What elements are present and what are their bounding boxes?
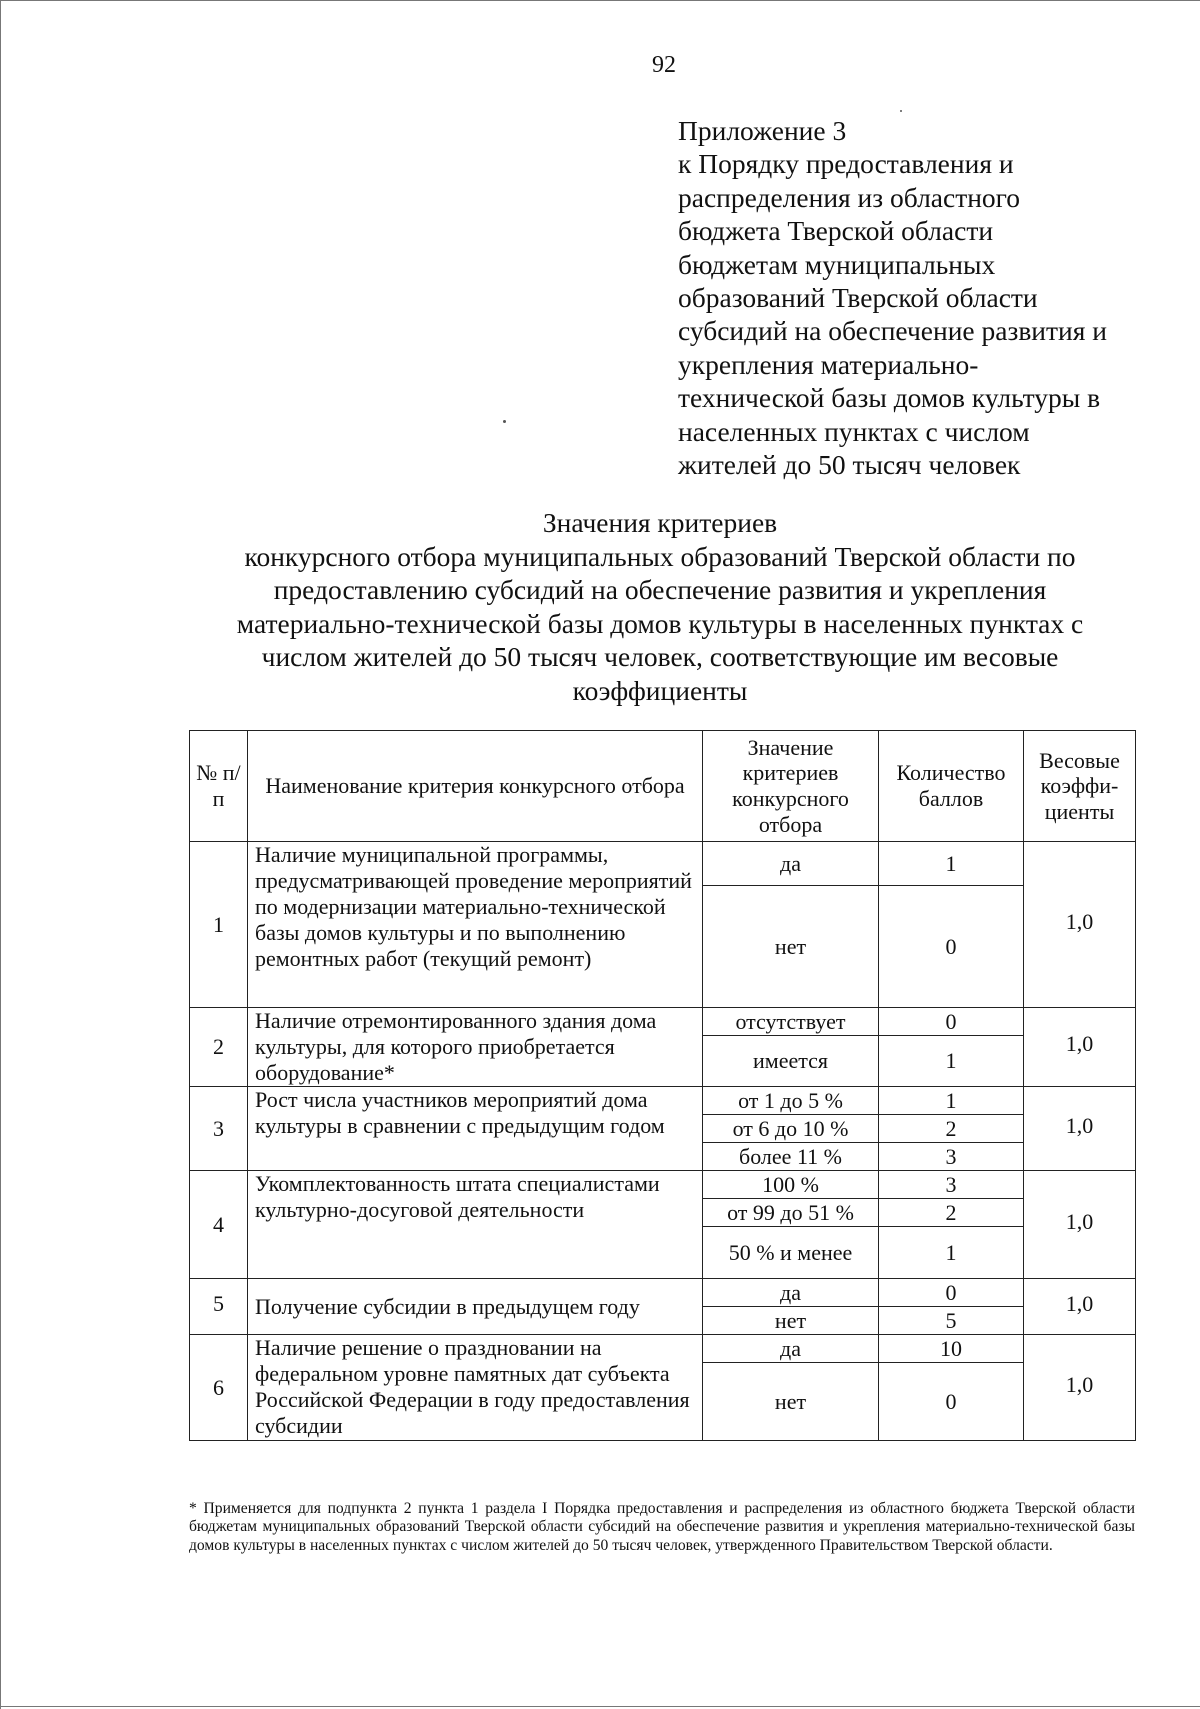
score: 0 — [879, 1008, 1024, 1036]
header-criterion-name: Наименование критерия конкурсного отбора — [248, 731, 703, 842]
criterion-value: да — [703, 842, 879, 886]
scan-bottom-edge — [0, 1706, 1200, 1707]
criterion-name: Наличие решение о праздновании на федеральном уровне памятных дат субъекта Российской Федерации в году предоставления субсидии — [248, 1335, 703, 1441]
score: 1 — [879, 1087, 1024, 1115]
score: 0 — [879, 1363, 1024, 1441]
row-number: 3 — [190, 1087, 248, 1171]
score: 1 — [879, 1227, 1024, 1279]
criterion-value: 50 % и менее — [703, 1227, 879, 1279]
score: 1 — [879, 842, 1024, 886]
heading-line: Значения критериев — [542, 507, 778, 538]
weight-coefficient: 1,0 — [1024, 1279, 1136, 1335]
heading-line: конкурсного отбора муниципальных образований Тверской области по — [244, 540, 1076, 572]
criterion-value: нет — [703, 886, 879, 1008]
criterion-value: от 1 до 5 % — [703, 1087, 879, 1115]
header-score: Количество баллов — [879, 731, 1024, 842]
header-weight: Весовые коэффи-циенты — [1024, 731, 1136, 842]
row-number: 6 — [190, 1335, 248, 1441]
score: 5 — [879, 1307, 1024, 1335]
weight-coefficient: 1,0 — [1024, 1008, 1136, 1087]
header-criterion-value: Значение критериев конкурсного отбора — [703, 731, 879, 842]
criterion-value: нет — [703, 1363, 879, 1441]
appendix-line: технической базы домов культуры в — [678, 382, 1101, 414]
score: 1 — [879, 1036, 1024, 1087]
appendix-line: жителей до 50 тысяч человек — [678, 449, 1021, 481]
criterion-value: да — [703, 1335, 879, 1363]
scan-left-edge — [0, 0, 1, 1709]
criterion-value: от 6 до 10 % — [703, 1115, 879, 1143]
score: 2 — [879, 1115, 1024, 1143]
criterion-value: нет — [703, 1307, 879, 1335]
weight-coefficient: 1,0 — [1024, 1171, 1136, 1279]
header-num: № п/п — [190, 731, 248, 842]
table-row — [190, 1008, 1136, 1036]
criteria-table — [189, 730, 1136, 1441]
weight-coefficient: 1,0 — [1024, 1335, 1136, 1441]
document-heading — [180, 506, 1140, 708]
score: 0 — [879, 1279, 1024, 1307]
table-row — [190, 1087, 1136, 1115]
appendix-line: образований Тверской области — [678, 282, 1038, 314]
table-row — [190, 1335, 1136, 1363]
criterion-name: Наличие отремонтированного здания дома культуры, для которого приобретается оборудование* — [248, 1008, 703, 1087]
scan-top-edge — [0, 0, 1200, 1]
appendix-line: укрепления материально- — [678, 348, 979, 380]
score: 3 — [879, 1171, 1024, 1199]
row-number: 4 — [190, 1171, 248, 1279]
appendix-line: субсидий на обеспечение развития и — [678, 315, 1108, 347]
footnote: * Применяется для подпункта 2 пункта 1 раздела I Порядка предоставления и распределения из областного бюджета Тверской области бюджетам муниципальных образований Тверской области субсидий на обеспечение развития и укрепления материально-технической базы домов культуры в населенных пунктах с числом жителей до 50 тысяч человек, утвержденного Правительством Тверской области. — [189, 1500, 1135, 1554]
heading-line: предоставлению субсидий на обеспечение развития и укрепления — [273, 574, 1047, 606]
appendix-line: бюджетам муниципальных — [678, 248, 996, 280]
appendix-block — [678, 114, 1178, 481]
criterion-value: отсутствует — [703, 1008, 879, 1036]
criterion-name: Рост числа участников мероприятий дома культуры в сравнении с предыдущим годом — [248, 1087, 703, 1171]
heading-line: материально-технической базы домов культуры в населенных пунктах с — [236, 607, 1084, 639]
criterion-value: 100 % — [703, 1171, 879, 1199]
criterion-name: Получение субсидии в предыдущем году — [248, 1279, 703, 1335]
scan-speck — [900, 110, 902, 112]
criterion-name: Наличие муниципальной программы, предусматривающей проведение мероприятий по модернизации материально-технической базы домов культуры и по выполнению ремонтных работ (текущий ремонт) — [248, 842, 703, 1008]
heading-line: числом жителей до 50 тысяч человек, соответствующие им весовые — [261, 641, 1059, 673]
criterion-value: от 99 до 51 % — [703, 1199, 879, 1227]
appendix-line: Приложение 3 — [678, 115, 847, 146]
table-row — [190, 842, 1136, 886]
score: 0 — [879, 886, 1024, 1008]
scan-speck — [503, 420, 506, 423]
appendix-line: бюджета Тверской области — [678, 215, 994, 247]
table-row — [190, 1171, 1136, 1199]
heading-line: коэффициенты — [572, 674, 748, 706]
weight-coefficient: 1,0 — [1024, 842, 1136, 1008]
row-number: 1 — [190, 842, 248, 1008]
row-number: 5 — [190, 1279, 248, 1335]
criterion-value: да — [703, 1279, 879, 1307]
appendix-line: распределения из областного — [678, 181, 1021, 213]
appendix-line: к Порядку предоставления и — [678, 148, 1014, 180]
appendix-line: населенных пунктах с числом — [678, 415, 1030, 447]
score: 3 — [879, 1143, 1024, 1171]
page-number: 92 — [652, 52, 676, 78]
criterion-value: более 11 % — [703, 1143, 879, 1171]
score: 10 — [879, 1335, 1024, 1363]
row-number: 2 — [190, 1008, 248, 1087]
criterion-value: имеется — [703, 1036, 879, 1087]
table-row — [190, 1279, 1136, 1307]
criterion-name: Укомплектованность штата специалистами культурно-досуговой деятельности — [248, 1171, 703, 1279]
score: 2 — [879, 1199, 1024, 1227]
weight-coefficient: 1,0 — [1024, 1087, 1136, 1171]
table-header-row — [190, 731, 1136, 842]
